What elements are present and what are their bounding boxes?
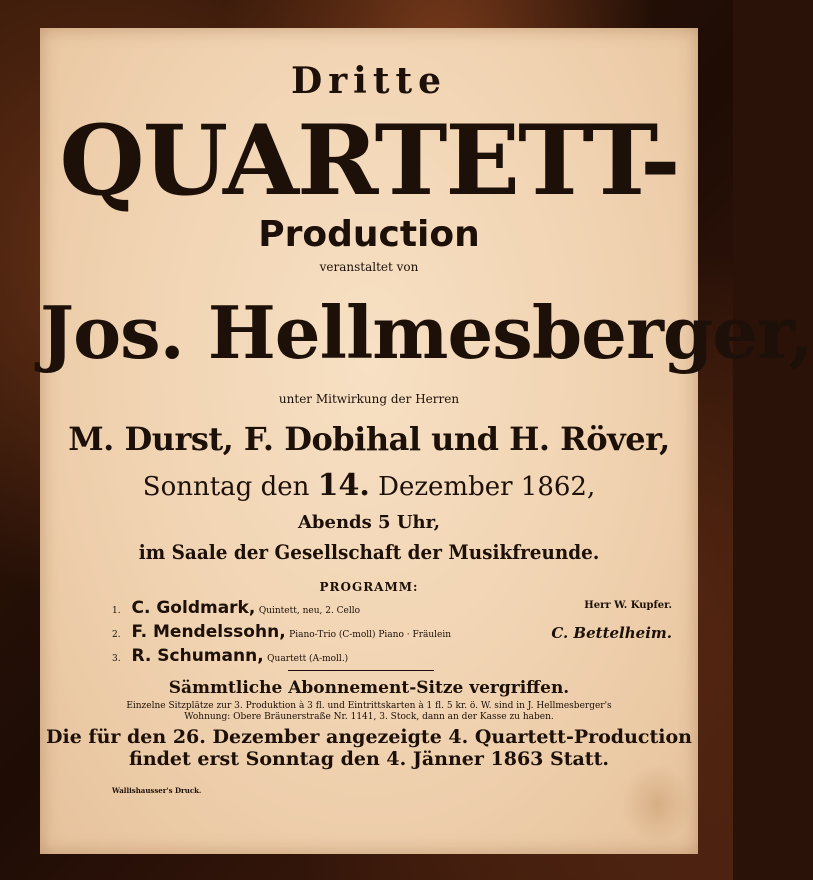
ticket-info-line-2: Wohnung: Obere Bräunerstraße Nr. 1141, 3. Stock, dann an der Kasse zu haben. [184, 712, 554, 722]
participants-intro: unter Mitwirkung der Herren [278, 392, 460, 406]
concert-time: Abends 5 Uhr, [297, 512, 441, 533]
postponement-notice-line-1: Die für den 26. Dezember angezeigte 4. Quartett-Production [46, 726, 692, 748]
programm-item [112, 646, 672, 666]
programm-item [112, 622, 672, 642]
performer-name: W. Kupfer. [614, 600, 672, 611]
date-prefix: Sonntag den [142, 472, 318, 502]
participants-names: M. Durst, F. Dobihal und H. Röver, [68, 420, 670, 458]
programm-number: 2. [112, 630, 121, 640]
divider-rule [288, 670, 434, 671]
programm-item [112, 598, 672, 618]
programm-composer: C. Goldmark, [131, 598, 256, 618]
programm-work: Quintett, neu, 2. Cello [258, 606, 361, 616]
printer-credit: Wallishausser's Druck. [112, 786, 202, 795]
programm-heading: PROGRAMM: [319, 580, 419, 594]
concert-date [40, 468, 698, 503]
concert-poster [40, 28, 813, 854]
sold-out-notice: Sämmtliche Abonnement-Sitze vergriffen. [168, 678, 570, 698]
organizer-intro: veranstaltet von [319, 260, 419, 274]
programm-performer [584, 600, 672, 611]
programm-work: Piano-Trio (C-moll) Piano · Fräulein [289, 630, 452, 640]
postponement-notice-line-2: findet erst Sonntag den 4. Jänner 1863 Statt. [129, 748, 609, 770]
date-suffix: Dezember 1862, [369, 472, 596, 502]
programm-number: 3. [112, 654, 121, 664]
organizer-name: Jos. Hellmesberger, [40, 290, 813, 375]
programm-performer: C. Bettelheim. [551, 624, 672, 642]
programm-number: 1. [112, 606, 121, 616]
date-day: 14. [317, 468, 370, 503]
concert-venue: im Saale der Gesellschaft der Musikfreunde. [138, 540, 600, 564]
paper-stain [622, 764, 692, 844]
programm-composer: R. Schumann, [131, 646, 264, 666]
poster-headline: QUARTETT- [59, 104, 679, 217]
programm-composer: F. Mendelssohn, [131, 622, 286, 642]
programm-work: Quartett (A-moll.) [267, 654, 349, 664]
poster-ordinal: Dritte [290, 60, 448, 102]
poster-subheadline: Production [258, 214, 480, 255]
performer-title: Herr [584, 600, 615, 611]
ticket-info-line-1: Einzelne Sitzplätze zur 3. Produktion à 3 fl. und Eintrittskarten à 1 fl. 5 kr. ö. W. sind in J. Hellmesberger's [126, 701, 612, 711]
